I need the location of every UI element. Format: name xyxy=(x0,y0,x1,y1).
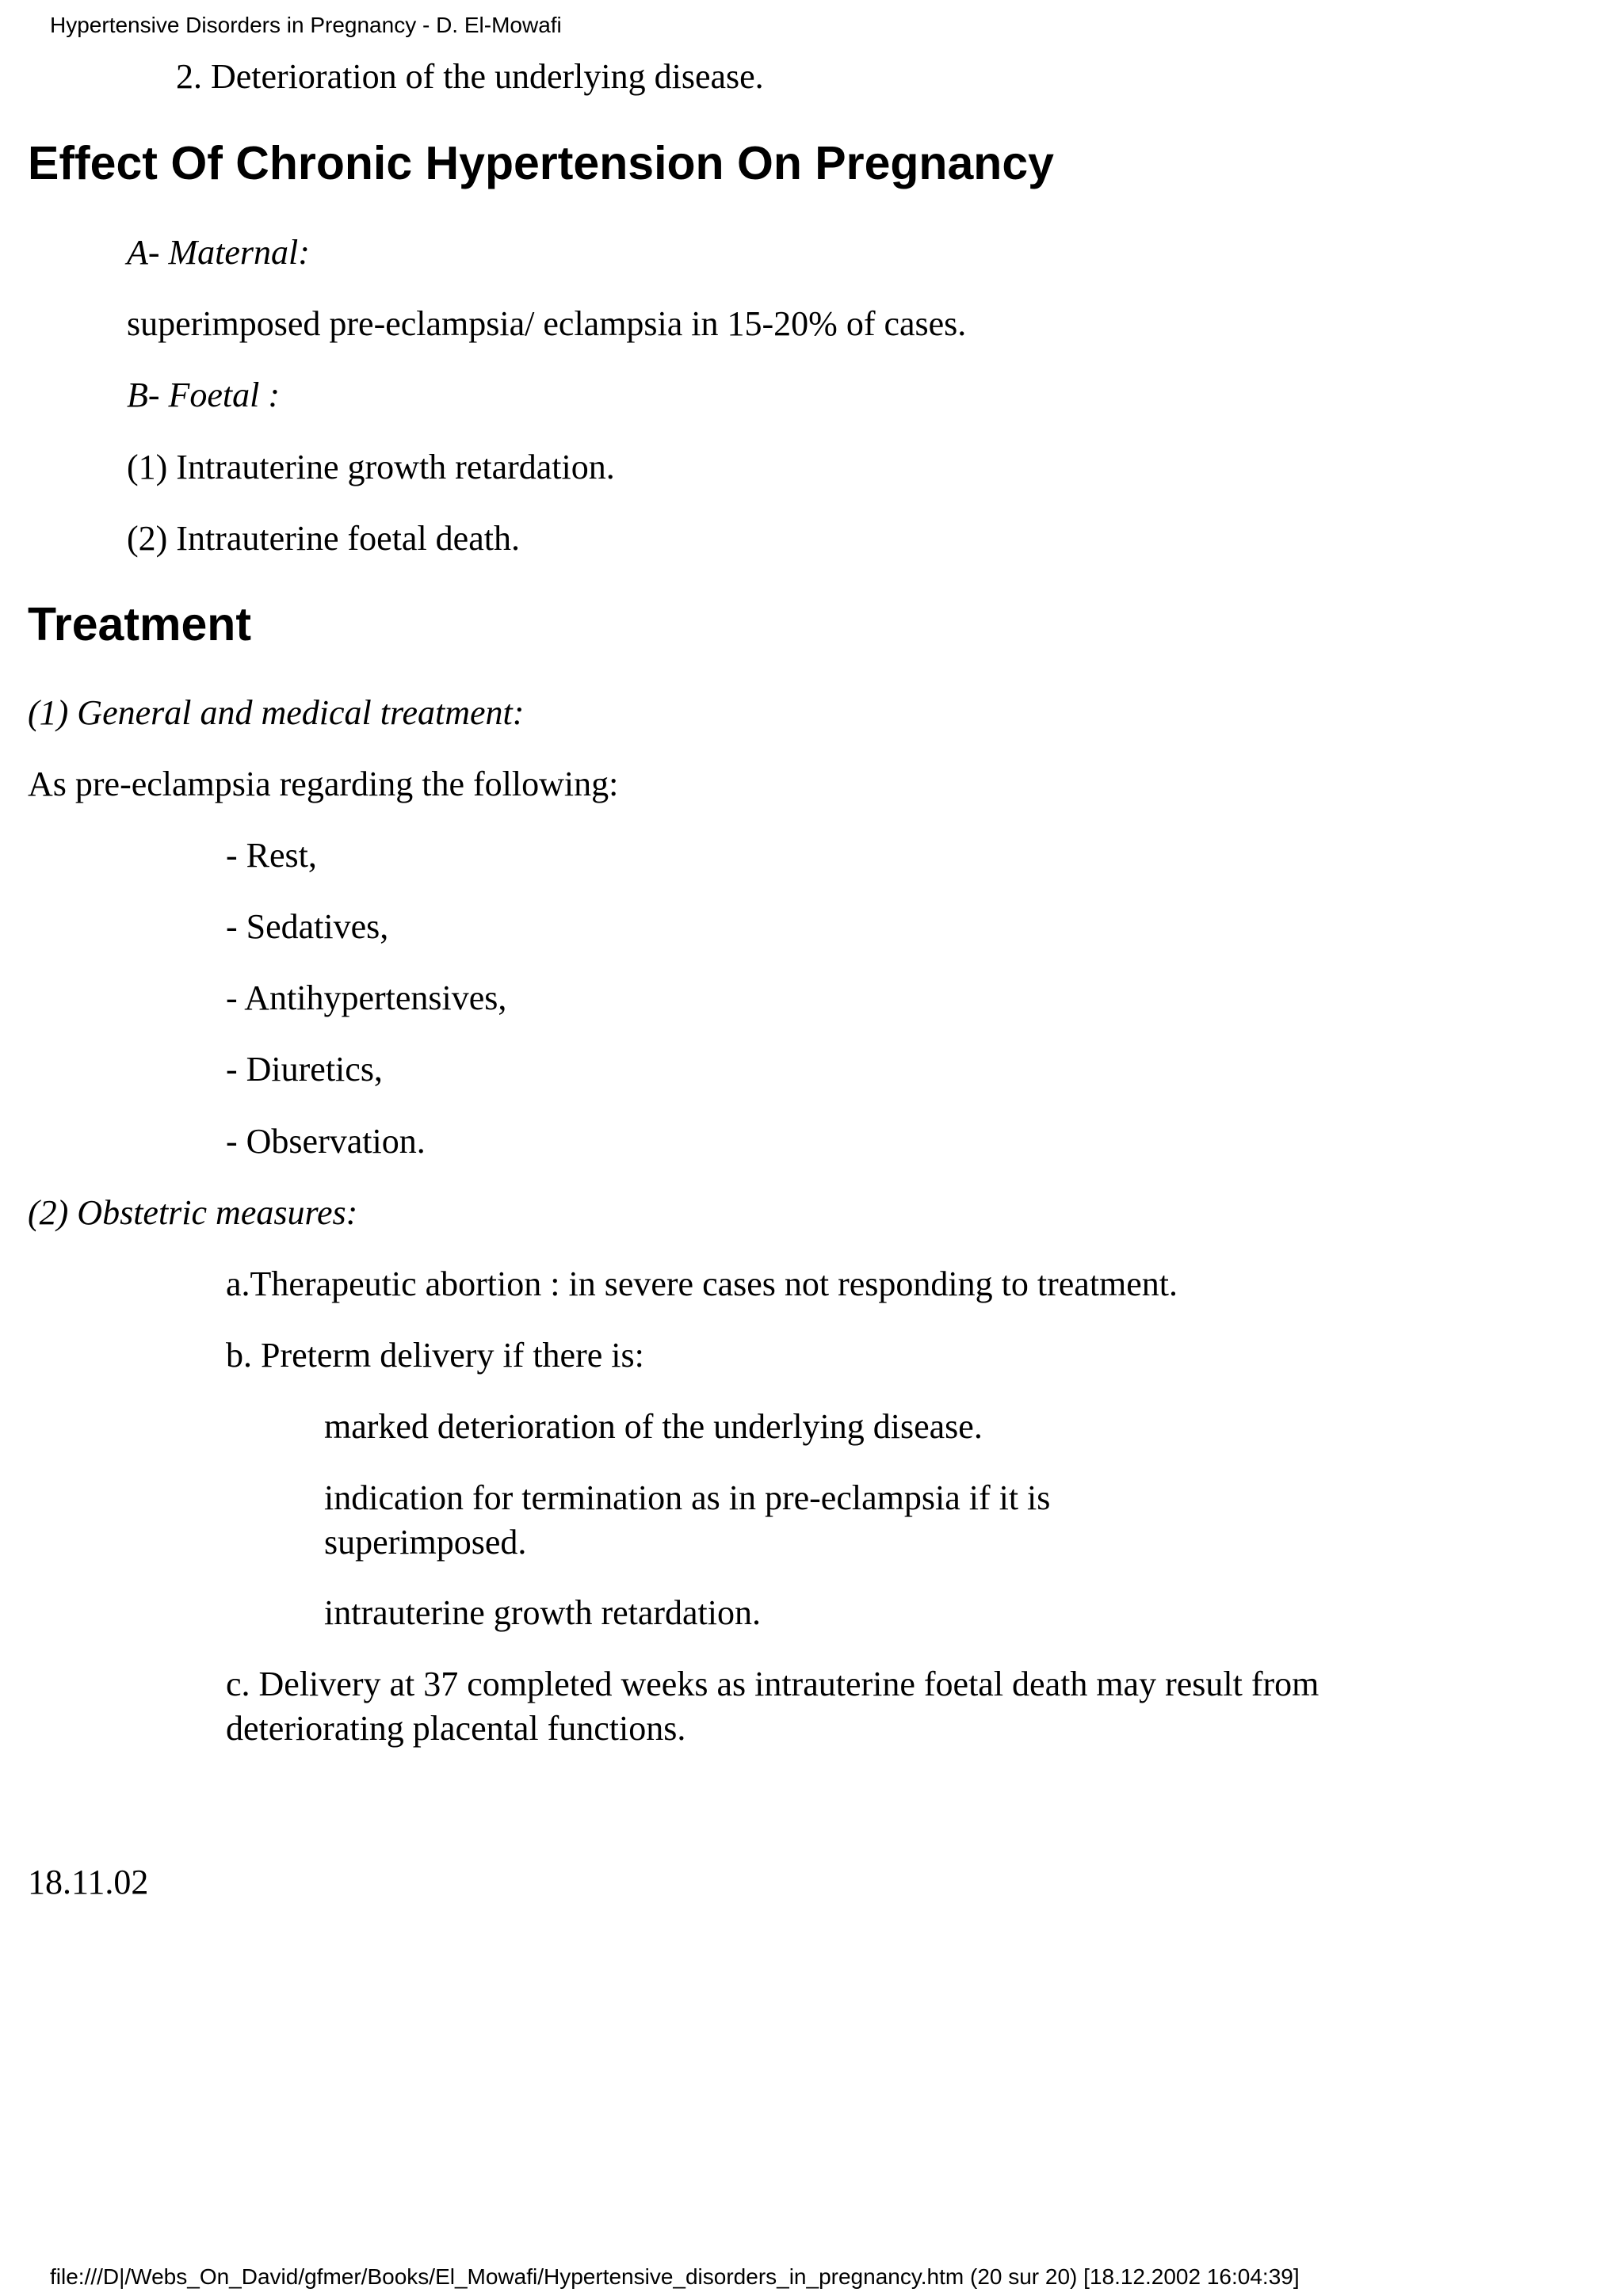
obstetric-measures-label: (2) Obstetric measures: xyxy=(28,1193,358,1232)
obstetric-item-c: c. Delivery at 37 completed weeks as intrauterine foetal death may result from deteriorating placental functions. xyxy=(226,1665,1319,1748)
section-heading-effect: Effect Of Chronic Hypertension On Pregnancy xyxy=(28,137,1054,189)
general-treatment-intro: As pre-eclampsia regarding the following: xyxy=(28,765,619,803)
general-treatment-item: - Sedatives, xyxy=(226,907,389,946)
foetal-item: (1) Intrauterine growth retardation. xyxy=(127,448,615,486)
preterm-indication: intrauterine growth retardation. xyxy=(324,1593,762,1632)
preterm-indication: indication for termination as in pre-eclampsia if it is superimposed. xyxy=(324,1478,1051,1562)
obstetric-item-b: b. Preterm delivery if there is: xyxy=(226,1336,644,1375)
general-treatment-item: - Diuretics, xyxy=(226,1050,383,1089)
numbered-item: 2. Deterioration of the underlying disease. xyxy=(176,57,764,96)
general-treatment-label: (1) General and medical treatment: xyxy=(28,693,525,732)
general-treatment-item: - Rest, xyxy=(226,836,317,875)
maternal-text: superimposed pre-eclampsia/ eclampsia in 15-20% of cases. xyxy=(127,304,967,343)
preterm-indication: marked deterioration of the underlying disease. xyxy=(324,1407,983,1446)
section-heading-treatment: Treatment xyxy=(28,598,251,650)
foetal-item: (2) Intrauterine foetal death. xyxy=(127,519,520,558)
general-treatment-item: - Observation. xyxy=(226,1122,426,1161)
foetal-label: B- Foetal : xyxy=(127,376,281,414)
general-treatment-item: - Antihypertensives, xyxy=(226,978,507,1017)
document-date: 18.11.02 xyxy=(28,1863,149,1901)
maternal-label: A- Maternal: xyxy=(127,233,310,272)
running-footer-file-path: file:///D|/Webs_On_David/gfmer/Books/El_Mowafi/Hypertensive_disorders_in_pregnancy.htm (20 sur 20) [18.12.2002 16:04:39] xyxy=(50,2264,1300,2289)
obstetric-item-a: a.Therapeutic abortion : in severe cases not responding to treatment. xyxy=(226,1264,1178,1303)
running-header: Hypertensive Disorders in Pregnancy - D. El-Mowafi xyxy=(50,13,562,37)
